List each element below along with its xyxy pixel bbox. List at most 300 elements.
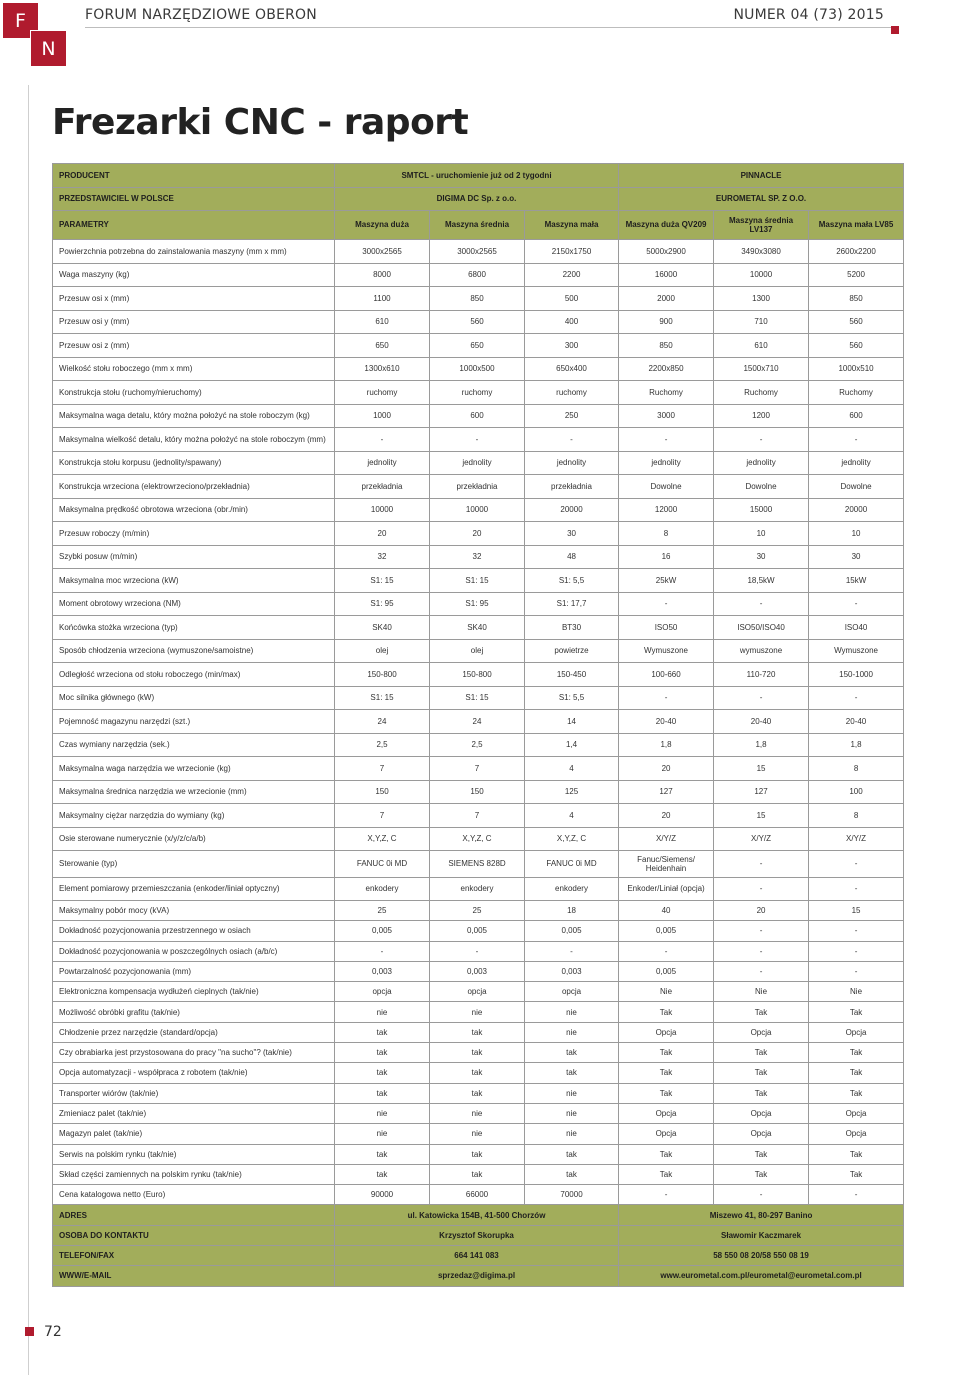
row-label: Maksymalna waga detalu, który można położyć na stole roboczym (kg) — [53, 404, 335, 428]
value-cell: wymuszone — [714, 639, 809, 663]
value-cell: jednolity — [809, 451, 904, 475]
value-cell: enkodery — [335, 877, 430, 901]
value-cell: Nie — [619, 982, 714, 1002]
value-cell: Ruchomy — [619, 381, 714, 405]
value-cell: 7 — [430, 757, 525, 781]
row-label: Skład części zamiennych na polskim rynku (tak/nie) — [53, 1164, 335, 1184]
row-label: Przesuw roboczy (m/min) — [53, 522, 335, 546]
machine-name-cell: Maszyna średnia — [430, 211, 525, 240]
group-b-cell: 58 550 08 20/58 550 08 19 — [619, 1246, 904, 1266]
value-cell: 1000x510 — [809, 357, 904, 381]
value-cell: nie — [525, 1083, 619, 1103]
value-cell: 8 — [809, 804, 904, 828]
row-label: Moment obrotowy wrzeciona (NM) — [53, 592, 335, 616]
value-cell: 3000 — [619, 404, 714, 428]
value-cell: 3490x3080 — [714, 240, 809, 264]
value-cell: 5000x2900 — [619, 240, 714, 264]
row-label: Maksymalna prędkość obrotowa wrzeciona (obr./min) — [53, 498, 335, 522]
table-row — [53, 1144, 904, 1164]
row-label: Waga maszyny (kg) — [53, 263, 335, 287]
value-cell: 1300 — [714, 287, 809, 311]
issue-number: NUMER 04 (73) 2015 — [733, 7, 884, 23]
value-cell: - — [335, 428, 430, 452]
value-cell: 5200 — [809, 263, 904, 287]
row-label: PARAMETRY — [53, 211, 335, 240]
value-cell: X/Y/Z — [809, 827, 904, 851]
table-row — [53, 616, 904, 640]
table-row — [53, 1063, 904, 1083]
value-cell: 2200x850 — [619, 357, 714, 381]
table-row — [53, 592, 904, 616]
value-cell: Opcja — [714, 1103, 809, 1123]
value-cell: 4 — [525, 804, 619, 828]
value-cell: - — [809, 428, 904, 452]
value-cell: ruchomy — [525, 381, 619, 405]
contact-row — [53, 1225, 904, 1245]
spec-table — [52, 163, 904, 1287]
row-label: Czas wymiany narzędzia (sek.) — [53, 733, 335, 757]
group-a-cell: 664 141 083 — [335, 1246, 619, 1266]
table-row — [53, 498, 904, 522]
value-cell: - — [525, 428, 619, 452]
value-cell: SK40 — [430, 616, 525, 640]
value-cell: 7 — [335, 757, 430, 781]
value-cell: 10 — [809, 522, 904, 546]
value-cell: - — [809, 941, 904, 961]
value-cell: 0,003 — [525, 961, 619, 981]
value-cell: przekładnia — [335, 475, 430, 499]
group-b-cell: EUROMETAL SP. Z O.O. — [619, 187, 904, 211]
value-cell: - — [809, 1185, 904, 1205]
value-cell: ISO40 — [809, 616, 904, 640]
value-cell: 8 — [809, 757, 904, 781]
value-cell: jednolity — [619, 451, 714, 475]
value-cell: enkodery — [430, 877, 525, 901]
value-cell: 0,003 — [335, 961, 430, 981]
row-label: Konstrukcja stołu korpusu (jednolity/spawany) — [53, 451, 335, 475]
value-cell: Tak — [619, 1002, 714, 1022]
value-cell: - — [619, 686, 714, 710]
value-cell: 7 — [430, 804, 525, 828]
row-label: Moc silnika głównego (kW) — [53, 686, 335, 710]
value-cell: Tak — [809, 1144, 904, 1164]
table-row — [53, 780, 904, 804]
value-cell: 300 — [525, 334, 619, 358]
magazine-title: FORUM NARZĘDZIOWE OBERON — [85, 7, 317, 23]
value-cell: Tak — [714, 1043, 809, 1063]
row-label: Maksymalna waga narzędzia we wrzecionie (kg) — [53, 757, 335, 781]
value-cell: Fanuc/Siemens/ Heidenhain — [619, 851, 714, 878]
row-label: Sterowanie (typ) — [53, 851, 335, 878]
row-label: Sposób chłodzenia wrzeciona (wymuszone/samoistne) — [53, 639, 335, 663]
value-cell: opcja — [335, 982, 430, 1002]
value-cell: jednolity — [525, 451, 619, 475]
value-cell: tak — [525, 1144, 619, 1164]
value-cell: 127 — [619, 780, 714, 804]
value-cell: - — [809, 877, 904, 901]
value-cell: tak — [335, 1043, 430, 1063]
value-cell: opcja — [525, 982, 619, 1002]
value-cell: 70000 — [525, 1185, 619, 1205]
value-cell: 150-450 — [525, 663, 619, 687]
row-label: Magazyn palet (tak/nie) — [53, 1124, 335, 1144]
value-cell: 20 — [430, 522, 525, 546]
group-a-cell: Krzysztof Skorupka — [335, 1225, 619, 1245]
value-cell: tak — [430, 1164, 525, 1184]
value-cell: 2000 — [619, 287, 714, 311]
value-cell: tak — [430, 1043, 525, 1063]
value-cell: nie — [335, 1002, 430, 1022]
row-label: Przesuw osi y (mm) — [53, 310, 335, 334]
value-cell: Tak — [619, 1144, 714, 1164]
spec-table-body — [53, 164, 904, 1287]
value-cell: Tak — [809, 1083, 904, 1103]
value-cell: Opcja — [714, 1124, 809, 1144]
value-cell: - — [619, 428, 714, 452]
value-cell: jednolity — [714, 451, 809, 475]
value-cell: 0,005 — [525, 921, 619, 941]
value-cell: Tak — [619, 1063, 714, 1083]
table-row — [53, 686, 904, 710]
row-label: Powierzchnia potrzebna do zainstalowania maszyny (mm x mm) — [53, 240, 335, 264]
value-cell: X/Y/Z — [714, 827, 809, 851]
value-cell: 850 — [619, 334, 714, 358]
page-number: 72 — [44, 1324, 62, 1340]
table-row — [53, 639, 904, 663]
value-cell: 1000x500 — [430, 357, 525, 381]
table-row — [53, 263, 904, 287]
value-cell: 560 — [430, 310, 525, 334]
row-label: Cena katalogowa netto (Euro) — [53, 1185, 335, 1205]
row-label: Transporter wiórów (tak/nie) — [53, 1083, 335, 1103]
value-cell: 1500x710 — [714, 357, 809, 381]
value-cell: 20 — [619, 804, 714, 828]
row-label: Opcja automatyzacji - współpraca z robotem (tak/nie) — [53, 1063, 335, 1083]
table-row — [53, 1002, 904, 1022]
row-label: Maksymalny pobór mocy (kVA) — [53, 901, 335, 921]
logo-letter-n: N — [30, 30, 66, 66]
value-cell: ruchomy — [335, 381, 430, 405]
table-row — [53, 569, 904, 593]
table-row — [53, 428, 904, 452]
value-cell: ISO50/ISO40 — [714, 616, 809, 640]
table-row — [53, 757, 904, 781]
row-label: WWW/E-MAIL — [53, 1266, 335, 1286]
table-row — [53, 1124, 904, 1144]
value-cell: 3000x2565 — [430, 240, 525, 264]
value-cell: 24 — [335, 710, 430, 734]
value-cell: S1: 95 — [335, 592, 430, 616]
value-cell: 16 — [619, 545, 714, 569]
value-cell: 14 — [525, 710, 619, 734]
value-cell: 32 — [430, 545, 525, 569]
value-cell: 10 — [714, 522, 809, 546]
value-cell: 24 — [430, 710, 525, 734]
value-cell: 850 — [809, 287, 904, 311]
table-row — [53, 1043, 904, 1063]
value-cell: 20-40 — [809, 710, 904, 734]
table-row — [53, 381, 904, 405]
value-cell: nie — [525, 1022, 619, 1042]
value-cell: - — [714, 941, 809, 961]
value-cell: 150 — [335, 780, 430, 804]
value-cell: 0,005 — [619, 921, 714, 941]
value-cell: 8 — [619, 522, 714, 546]
value-cell: nie — [430, 1124, 525, 1144]
machine-name-cell: Maszyna duża QV209 — [619, 211, 714, 240]
table-row — [53, 357, 904, 381]
value-cell: BT30 — [525, 616, 619, 640]
table-row — [53, 1164, 904, 1184]
value-cell: 0,003 — [430, 961, 525, 981]
row-label: PRODUCENT — [53, 164, 335, 188]
value-cell: 400 — [525, 310, 619, 334]
value-cell: 0,005 — [430, 921, 525, 941]
value-cell: 12000 — [619, 498, 714, 522]
row-label: Maksymalny ciężar narzędzia do wymiany (kg) — [53, 804, 335, 828]
header-divider — [85, 27, 892, 28]
table-row — [53, 663, 904, 687]
value-cell: Tak — [714, 1164, 809, 1184]
value-cell: Nie — [714, 982, 809, 1002]
value-cell: 500 — [525, 287, 619, 311]
value-cell: Opcja — [809, 1124, 904, 1144]
value-cell: Dowolne — [714, 475, 809, 499]
header-row — [53, 187, 904, 211]
row-label: Zmieniacz palet (tak/nie) — [53, 1103, 335, 1123]
table-row — [53, 710, 904, 734]
table-row — [53, 545, 904, 569]
value-cell: Opcja — [809, 1022, 904, 1042]
value-cell: 150-1000 — [809, 663, 904, 687]
row-label: PRZEDSTAWICIEL W POLSCE — [53, 187, 335, 211]
value-cell: 15000 — [714, 498, 809, 522]
row-label: Czy obrabiarka jest przystosowana do pracy "na sucho"? (tak/nie) — [53, 1043, 335, 1063]
value-cell: - — [335, 941, 430, 961]
table-row — [53, 733, 904, 757]
value-cell: - — [714, 851, 809, 878]
value-cell: 6800 — [430, 263, 525, 287]
header-row — [53, 164, 904, 188]
value-cell: 15 — [714, 757, 809, 781]
row-label: Maksymalna wielkość detalu, który można położyć na stole roboczym (mm) — [53, 428, 335, 452]
table-row — [53, 310, 904, 334]
value-cell: Opcja — [714, 1022, 809, 1042]
machine-name-cell: Maszyna mała LV85 — [809, 211, 904, 240]
value-cell: olej — [335, 639, 430, 663]
row-label: Przesuw osi z (mm) — [53, 334, 335, 358]
value-cell: 25kW — [619, 569, 714, 593]
value-cell: Tak — [714, 1063, 809, 1083]
group-b-cell: PINNACLE — [619, 164, 904, 188]
row-label: Maksymalna moc wrzeciona (kW) — [53, 569, 335, 593]
group-b-cell: Sławomir Kaczmarek — [619, 1225, 904, 1245]
value-cell: nie — [430, 1103, 525, 1123]
table-row — [53, 1103, 904, 1123]
value-cell: 127 — [714, 780, 809, 804]
value-cell: przekładnia — [525, 475, 619, 499]
value-cell: S1: 5,5 — [525, 569, 619, 593]
value-cell: Opcja — [619, 1103, 714, 1123]
value-cell: Tak — [714, 1083, 809, 1103]
parameters-row — [53, 211, 904, 240]
value-cell: 40 — [619, 901, 714, 921]
group-a-cell: ul. Katowicka 154B, 41-500 Chorzów — [335, 1205, 619, 1225]
value-cell: Opcja — [619, 1124, 714, 1144]
value-cell: Tak — [809, 1043, 904, 1063]
value-cell: 2150x1750 — [525, 240, 619, 264]
table-row — [53, 475, 904, 499]
value-cell: Tak — [809, 1002, 904, 1022]
value-cell: 30 — [809, 545, 904, 569]
value-cell: S1: 15 — [430, 686, 525, 710]
value-cell: Wymuszone — [809, 639, 904, 663]
row-label: TELEFON/FAX — [53, 1246, 335, 1266]
value-cell: 20-40 — [619, 710, 714, 734]
value-cell: 560 — [809, 334, 904, 358]
value-cell: - — [809, 921, 904, 941]
value-cell: Tak — [809, 1063, 904, 1083]
value-cell: tak — [335, 1063, 430, 1083]
value-cell: ruchomy — [430, 381, 525, 405]
value-cell: - — [714, 921, 809, 941]
value-cell: 150-800 — [335, 663, 430, 687]
table-row — [53, 1083, 904, 1103]
value-cell: 1000 — [335, 404, 430, 428]
contact-row — [53, 1246, 904, 1266]
value-cell: tak — [335, 1144, 430, 1164]
row-label: Elektroniczna kompensacja wydłużeń cieplnych (tak/nie) — [53, 982, 335, 1002]
value-cell: 25 — [335, 901, 430, 921]
value-cell: 600 — [809, 404, 904, 428]
value-cell: Ruchomy — [809, 381, 904, 405]
machine-name-cell: Maszyna mała — [525, 211, 619, 240]
row-label: ADRES — [53, 1205, 335, 1225]
value-cell: 610 — [335, 310, 430, 334]
value-cell: tak — [335, 1164, 430, 1184]
value-cell: nie — [335, 1124, 430, 1144]
table-row — [53, 851, 904, 878]
value-cell: 1,8 — [619, 733, 714, 757]
table-row — [53, 961, 904, 981]
value-cell: 66000 — [430, 1185, 525, 1205]
value-cell: - — [809, 686, 904, 710]
value-cell: 1,8 — [714, 733, 809, 757]
value-cell: przekładnia — [430, 475, 525, 499]
value-cell: ISO50 — [619, 616, 714, 640]
value-cell: 2600x2200 — [809, 240, 904, 264]
value-cell: - — [809, 961, 904, 981]
value-cell: 560 — [809, 310, 904, 334]
value-cell: 4 — [525, 757, 619, 781]
row-label: Wielkość stołu roboczego (mm x mm) — [53, 357, 335, 381]
value-cell: - — [714, 686, 809, 710]
value-cell: olej — [430, 639, 525, 663]
value-cell: S1: 5,5 — [525, 686, 619, 710]
value-cell: 8000 — [335, 263, 430, 287]
contact-row — [53, 1266, 904, 1286]
row-label: Maksymalna średnica narzędzia we wrzecionie (mm) — [53, 780, 335, 804]
value-cell: Nie — [809, 982, 904, 1002]
value-cell: Wymuszone — [619, 639, 714, 663]
value-cell: 1,8 — [809, 733, 904, 757]
value-cell: nie — [335, 1103, 430, 1123]
value-cell: enkodery — [525, 877, 619, 901]
value-cell: 18 — [525, 901, 619, 921]
value-cell: Ruchomy — [714, 381, 809, 405]
value-cell: X,Y,Z, C — [430, 827, 525, 851]
value-cell: tak — [430, 1063, 525, 1083]
table-row — [53, 287, 904, 311]
row-label: Szybki posuw (m/min) — [53, 545, 335, 569]
value-cell: tak — [335, 1022, 430, 1042]
row-label: Serwis na polskim rynku (tak/nie) — [53, 1144, 335, 1164]
value-cell: tak — [525, 1063, 619, 1083]
value-cell: - — [619, 592, 714, 616]
table-row — [53, 240, 904, 264]
machine-name-cell: Maszyna średnia LV137 — [714, 211, 809, 240]
value-cell: tak — [525, 1164, 619, 1184]
table-row — [53, 901, 904, 921]
row-label: Element pomiarowy przemieszczania (enkoder/liniał optyczny) — [53, 877, 335, 901]
value-cell: Opcja — [809, 1103, 904, 1123]
row-label: Możliwość obróbki grafitu (tak/nie) — [53, 1002, 335, 1022]
value-cell: 650 — [430, 334, 525, 358]
value-cell: 48 — [525, 545, 619, 569]
value-cell: S1: 15 — [430, 569, 525, 593]
value-cell: S1: 17,7 — [525, 592, 619, 616]
row-label: Chłodzenie przez narzędzie (standard/opcja) — [53, 1022, 335, 1042]
header-accent-square — [891, 26, 899, 34]
value-cell: 850 — [430, 287, 525, 311]
table-row — [53, 1185, 904, 1205]
page-title: Frezarki CNC - raport — [52, 102, 469, 143]
table-row — [53, 404, 904, 428]
value-cell: FANUC 0i MD — [335, 851, 430, 878]
value-cell: Enkoder/Liniał (opcja) — [619, 877, 714, 901]
value-cell: Tak — [619, 1083, 714, 1103]
value-cell: tak — [430, 1144, 525, 1164]
value-cell: 710 — [714, 310, 809, 334]
value-cell: tak — [430, 1022, 525, 1042]
value-cell: 2200 — [525, 263, 619, 287]
table-row — [53, 334, 904, 358]
value-cell: - — [809, 592, 904, 616]
value-cell: 100-660 — [619, 663, 714, 687]
value-cell: - — [525, 941, 619, 961]
value-cell: nie — [525, 1002, 619, 1022]
value-cell: - — [714, 592, 809, 616]
value-cell: 20-40 — [714, 710, 809, 734]
row-label: Konstrukcja stołu (ruchomy/nieruchomy) — [53, 381, 335, 405]
row-label: Dokładność pozycjonowania w poszczególnych osiach (a/b/c) — [53, 941, 335, 961]
value-cell: SK40 — [335, 616, 430, 640]
value-cell: 150-800 — [430, 663, 525, 687]
table-row — [53, 804, 904, 828]
value-cell: opcja — [430, 982, 525, 1002]
table-row — [53, 827, 904, 851]
value-cell: tak — [430, 1083, 525, 1103]
table-row — [53, 522, 904, 546]
row-label: Końcówka stożka wrzeciona (typ) — [53, 616, 335, 640]
value-cell: nie — [430, 1002, 525, 1022]
value-cell: tak — [525, 1043, 619, 1063]
value-cell: 20000 — [525, 498, 619, 522]
value-cell: 900 — [619, 310, 714, 334]
value-cell: Tak — [619, 1164, 714, 1184]
value-cell: Opcja — [619, 1022, 714, 1042]
value-cell: 2,5 — [430, 733, 525, 757]
